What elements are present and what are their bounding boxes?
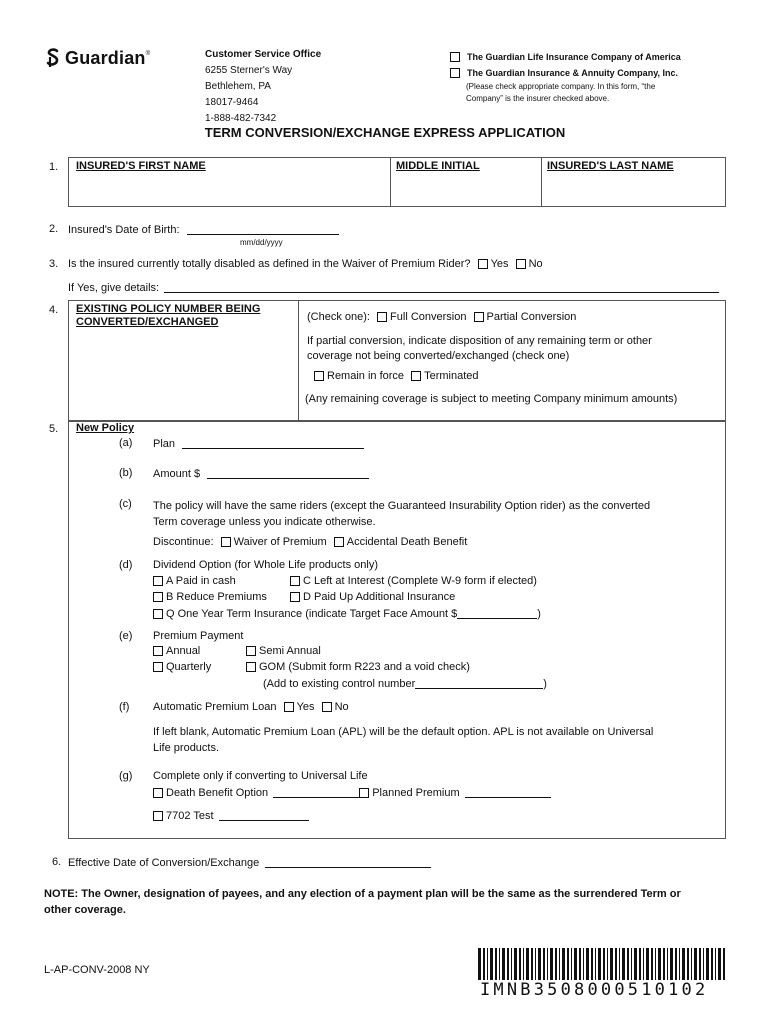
barcode-icon <box>478 948 726 982</box>
partial-conversion-checkbox[interactable] <box>474 312 484 322</box>
company1-label: The Guardian Life Insurance Company of America <box>467 52 681 62</box>
waiver-label: Waiver of Premium <box>233 536 327 548</box>
div-d-checkbox[interactable] <box>290 592 300 602</box>
apl-text2: Life products. <box>153 742 220 754</box>
test-7702-label: 7702 Test <box>166 810 214 822</box>
dbo-checkbox[interactable] <box>153 788 163 798</box>
apl-text1: If left blank, Automatic Premium Loan (APL) will be the default option. APL is not available on Universal <box>153 726 654 738</box>
office-block <box>205 47 321 127</box>
div-q-checkbox[interactable] <box>153 609 163 619</box>
div-c-checkbox[interactable] <box>290 576 300 586</box>
ul-label: Complete only if converting to Universal Life <box>153 770 368 782</box>
first-name-input[interactable] <box>72 176 386 204</box>
div-c-label: C Left at Interest (Complete W-9 form if elected) <box>303 575 537 587</box>
form-title: TERM CONVERSION/EXCHANGE EXPRESS APPLICATION <box>204 125 566 140</box>
office-phone: 1-888-482-7342 <box>205 113 277 124</box>
policy-number-label1: EXISTING POLICY NUMBER BEING <box>76 303 261 315</box>
full-conversion-label: Full Conversion <box>390 311 467 323</box>
office-title: Customer Service Office <box>205 49 322 60</box>
dob-input[interactable] <box>187 223 339 235</box>
terminated-checkbox[interactable] <box>411 371 421 381</box>
dbo-label: Death Benefit Option <box>166 787 269 799</box>
letter-d: (d) <box>119 559 133 571</box>
disabled-no-label: No <box>528 258 543 270</box>
section4-number: 4. <box>49 304 59 316</box>
company2-option[interactable] <box>450 65 681 81</box>
div-b-label: B Reduce Premiums <box>166 591 267 603</box>
letter-b: (b) <box>119 467 133 479</box>
letter-a: (a) <box>119 437 133 449</box>
disabled-question: Is the insured currently totally disabled as defined in the Waiver of Premium Rider? <box>68 258 471 270</box>
section2-number: 2. <box>49 223 59 235</box>
dividend-label: Dividend Option (for Whole Life products only) <box>153 559 378 571</box>
amount-label: Amount $ <box>153 468 201 480</box>
disabled-details-input[interactable] <box>164 281 719 293</box>
disabled-no-checkbox[interactable] <box>516 259 526 269</box>
effective-date-input[interactable] <box>265 856 431 868</box>
remaining-coverage-note: (Any remaining coverage is subject to meeting Company minimum amounts) <box>305 393 678 405</box>
company-note1: (Please check appropriate company. In this form, “the <box>466 82 656 91</box>
office-address2: Bethlehem, PA <box>205 81 271 92</box>
plan-input[interactable] <box>182 437 364 449</box>
note-line1: NOTE: The Owner, designation of payees, and any election of a payment plan will be the same as the surrendered Term or <box>44 888 681 900</box>
quarterly-label: Quarterly <box>166 661 212 673</box>
first-name-label: INSURED'S FIRST NAME <box>76 160 206 172</box>
gom-label: GOM (Submit form R223 and a void check) <box>259 661 470 673</box>
remain-in-force-label: Remain in force <box>327 370 405 382</box>
div-q-label: Q One Year Term Insurance (indicate Target Face Amount $ <box>166 608 458 620</box>
form-id: L-AP-CONV-2008 NY <box>44 964 150 976</box>
adb-checkbox[interactable] <box>334 537 344 547</box>
disabled-yes-checkbox[interactable] <box>478 259 488 269</box>
apl-yes-label: Yes <box>296 701 315 713</box>
section3-number: 3. <box>49 258 59 270</box>
amount-input[interactable] <box>207 467 369 479</box>
control-number-input[interactable] <box>415 677 543 689</box>
barcode-text: IMNB3508000510102 <box>480 980 709 1000</box>
test-7702-checkbox[interactable] <box>153 811 163 821</box>
office-address1: 6255 Sterner's Way <box>205 65 293 76</box>
quarterly-checkbox[interactable] <box>153 662 163 672</box>
letter-c: (c) <box>119 498 132 510</box>
remain-in-force-checkbox[interactable] <box>314 371 324 381</box>
terminated-label: Terminated <box>424 370 479 382</box>
policy-number-input[interactable] <box>72 334 294 416</box>
div-a-checkbox[interactable] <box>153 576 163 586</box>
planned-premium-checkbox[interactable] <box>359 788 369 798</box>
section1-number: 1. <box>49 161 59 173</box>
apl-no-label: No <box>334 701 349 713</box>
check-one-label: (Check one): <box>307 311 370 323</box>
guardian-logo <box>44 46 150 70</box>
company2-checkbox[interactable] <box>450 68 460 78</box>
semi-annual-label: Semi Annual <box>259 645 321 657</box>
logo-text: Guardian <box>65 47 146 68</box>
dob-label: Insured's Date of Birth: <box>68 224 180 236</box>
target-face-input[interactable] <box>457 607 537 619</box>
policy-number-label2: CONVERTED/EXCHANGED <box>76 316 219 328</box>
company-select <box>450 49 681 105</box>
annual-checkbox[interactable] <box>153 646 163 656</box>
div-q-close: ) <box>537 608 541 620</box>
company-note2: Company” is the insurer checked above. <box>466 94 610 103</box>
annual-label: Annual <box>166 645 201 657</box>
section6-number: 6. <box>52 856 62 868</box>
div-b-checkbox[interactable] <box>153 592 163 602</box>
apl-yes-checkbox[interactable] <box>284 702 294 712</box>
dbo-input[interactable] <box>273 786 359 798</box>
control-number-label: (Add to existing control number <box>263 678 416 690</box>
adb-label: Accidental Death Benefit <box>346 536 468 548</box>
new-policy-title: New Policy <box>76 422 135 434</box>
middle-initial-label: MIDDLE INITIAL <box>396 160 480 172</box>
section5-number: 5. <box>49 423 59 435</box>
riders-text2: Term coverage unless you indicate otherwise. <box>153 516 376 528</box>
riders-text1: The policy will have the same riders (except the Guaranteed Insurability Option rider) as the converted <box>153 500 651 512</box>
apl-label: Automatic Premium Loan <box>153 701 277 713</box>
trademark-symbol: ® <box>145 51 151 57</box>
barcode <box>478 948 726 982</box>
premium-payment-label: Premium Payment <box>153 630 244 642</box>
letter-f: (f) <box>119 701 130 713</box>
div-a-label: A Paid in cash <box>166 575 236 587</box>
test-7702-input[interactable] <box>219 809 309 821</box>
control-number-close: ) <box>543 678 547 690</box>
partial-text2: coverage not being converted/exchanged (check one) <box>307 350 570 362</box>
planned-premium-label: Planned Premium <box>372 787 460 799</box>
guardian-logo-icon <box>44 47 62 69</box>
last-name-input[interactable] <box>545 176 722 204</box>
waiver-checkbox[interactable] <box>221 537 231 547</box>
semi-annual-checkbox[interactable] <box>246 646 256 656</box>
dob-hint: mm/dd/yyyy <box>240 238 283 247</box>
letter-e: (e) <box>119 630 133 642</box>
company2-label: The Guardian Insurance & Annuity Company, Inc. <box>467 68 679 78</box>
planned-premium-input[interactable] <box>465 786 551 798</box>
div-d-label: D Paid Up Additional Insurance <box>303 591 456 603</box>
full-conversion-checkbox[interactable] <box>377 312 387 322</box>
middle-initial-input[interactable] <box>394 176 537 204</box>
company1-option[interactable] <box>450 49 681 65</box>
gom-checkbox[interactable] <box>246 662 256 672</box>
disabled-details-label: If Yes, give details: <box>68 282 160 294</box>
disabled-yes-label: Yes <box>490 258 509 270</box>
note-line2: other coverage. <box>44 904 126 916</box>
last-name-label: INSURED'S LAST NAME <box>547 160 674 172</box>
partial-text1: If partial conversion, indicate disposition of any remaining term or other <box>307 335 652 347</box>
office-zip: 18017-9464 <box>205 97 259 108</box>
apl-no-checkbox[interactable] <box>322 702 332 712</box>
effective-date-label: Effective Date of Conversion/Exchange <box>68 857 260 869</box>
discontinue-label: Discontinue: <box>153 536 214 548</box>
plan-label: Plan <box>153 438 176 450</box>
company1-checkbox[interactable] <box>450 52 460 62</box>
letter-g: (g) <box>119 770 133 782</box>
partial-conversion-label: Partial Conversion <box>486 311 577 323</box>
